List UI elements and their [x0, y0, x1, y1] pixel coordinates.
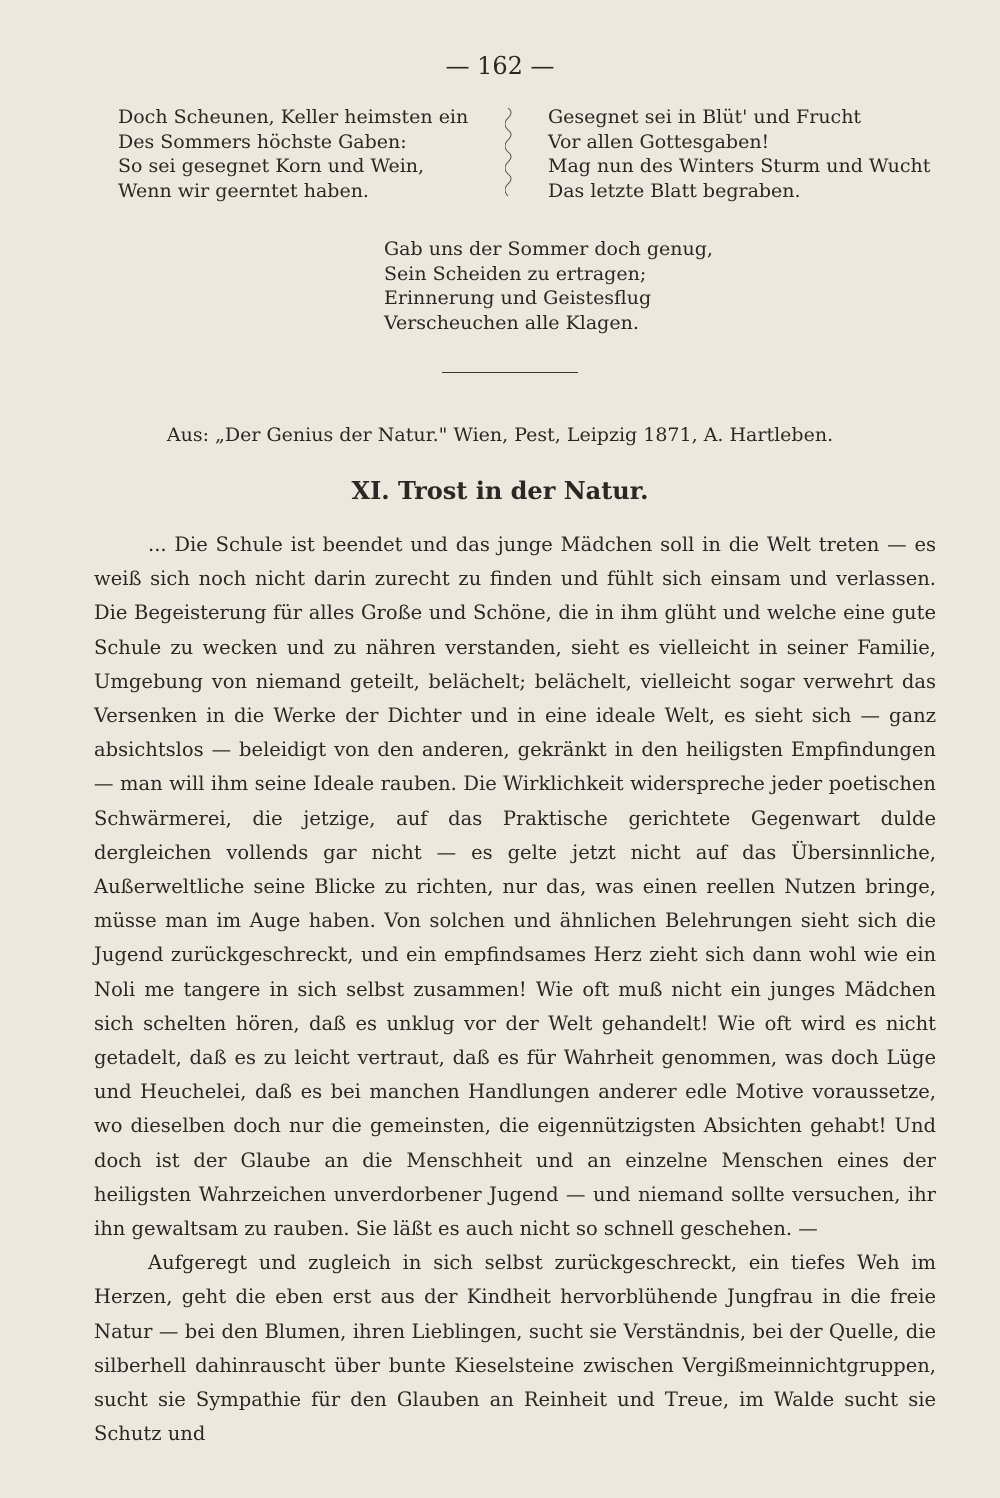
paragraph: ... Die Schule ist beendet und das junge Mädchen soll in die Welt treten — es weiß sich noch nicht darin zurecht zu finden und fühlt sich einsam und verlassen. Die Begeisterung für alles Große und Schöne, die in ihm glüht und welche eine gute Schule zu wecken und zu nähren verstanden, sieht es vielleicht in seiner Familie, Umgebung von niemand geteilt, belächelt; belächelt, vielleicht sogar verwehrt das Versenken in die Werke der Dichter und in eine ideale Welt, es sieht sich — ganz absichtslos — beleidigt von den anderen, gekränkt in den heiligsten Empfindungen — man will ihm seine Ideale rauben. Die Wirklichkeit widerspreche jeder poetischen Schwärmerei, die jetzige, auf das Praktische gerichtete Gegenwart dulde dergleichen vollends gar nicht — es gelte jetzt nicht auf das Übersinnliche, Außerweltliche seine Blicke zu richten, nur das, was einen reellen Nutzen bringe, müsse man im Auge haben. Von solchen und ähnlichen Belehrungen sieht sich die Jugend zurückgeschreckt, und ein empfindsames Herz zieht sich dann wohl wie ein Noli me tangere in sich selbst zusammen! Wie oft muß nicht ein junges Mädchen sich schelten hören, daß es unklug vor der Welt gehandelt! Wie oft wird es nicht getadelt, daß es zu leicht vertraut, daß es für Wahrheit genommen, was doch Lüge und Heuchelei, daß es bei manchen Handlungen anderer edle Motive voraussetze, wo dieselben doch nur die gemeinsten, die eigennützigsten Absichten gehabt! Und doch ist der Glaube an die Menschheit und an einzelne Menschen eines der heiligsten Wahrzeichen unverdorbener Jugend — und niemand sollte versuchen, ihr ihn gewaltsam zu rauben. Sie läßt es auch nicht so schnell geschehen. — — [94, 533, 936, 1241]
verse-line: Verscheuchen alle Klagen. — [384, 311, 639, 334]
verse-line: Gab uns der Sommer doch genug, — [384, 238, 713, 260]
verse-line: Erinnerung und Geistesflug — [384, 287, 652, 309]
verse-line: Mag nun des Winters Sturm und Wucht — [548, 155, 931, 177]
verse-line: Vor allen Gottesgaben! — [548, 130, 770, 153]
verse-line: Doch Scheunen, Keller heimsten ein — [118, 106, 469, 128]
stanza-divider-brace — [505, 106, 515, 202]
paragraph: Aufgeregt und zugleich in sich selbst zurückgeschreckt, ein tiefes Weh im Herzen, geht die eben erst aus der Kindheit hervorblühende Jungfrau in die freie Natur — bei den Blumen, ihren Lieblingen, sucht sie Verständnis, bei der Quelle, die silberhell dahinrauscht über bunte Kieselsteine zwischen Vergißmeinnichtgruppen, sucht sie Sympathie für den Glauben an Reinheit und Treue, im Walde sucht sie Schutz und — [94, 1251, 936, 1446]
verse-stanza-right — [548, 105, 930, 203]
verse-line: So sei gesegnet Korn und Wein, — [118, 155, 425, 177]
verse-stanza-left — [118, 105, 468, 203]
verse-line: Des Sommers höchste Gaben: — [118, 130, 407, 153]
verse-stanza-center — [384, 237, 713, 335]
verse-line: Das letzte Blatt begraben. — [548, 179, 801, 202]
section-heading: XI. Trost in der Natur. — [351, 476, 649, 505]
verse-line: Wenn wir geerntet haben. — [118, 179, 369, 202]
section-divider — [442, 372, 578, 373]
page-number: — 162 — — [445, 52, 555, 80]
verse-line: Gesegnet sei in Blüt' und Frucht — [548, 106, 862, 128]
verse-line: Sein Scheiden zu ertragen; — [384, 262, 647, 285]
source-citation: Aus: „Der Genius der Natur." Wien, Pest, Leipzig 1871, A. Hartleben. — [166, 424, 834, 446]
body-text — [94, 528, 936, 1451]
